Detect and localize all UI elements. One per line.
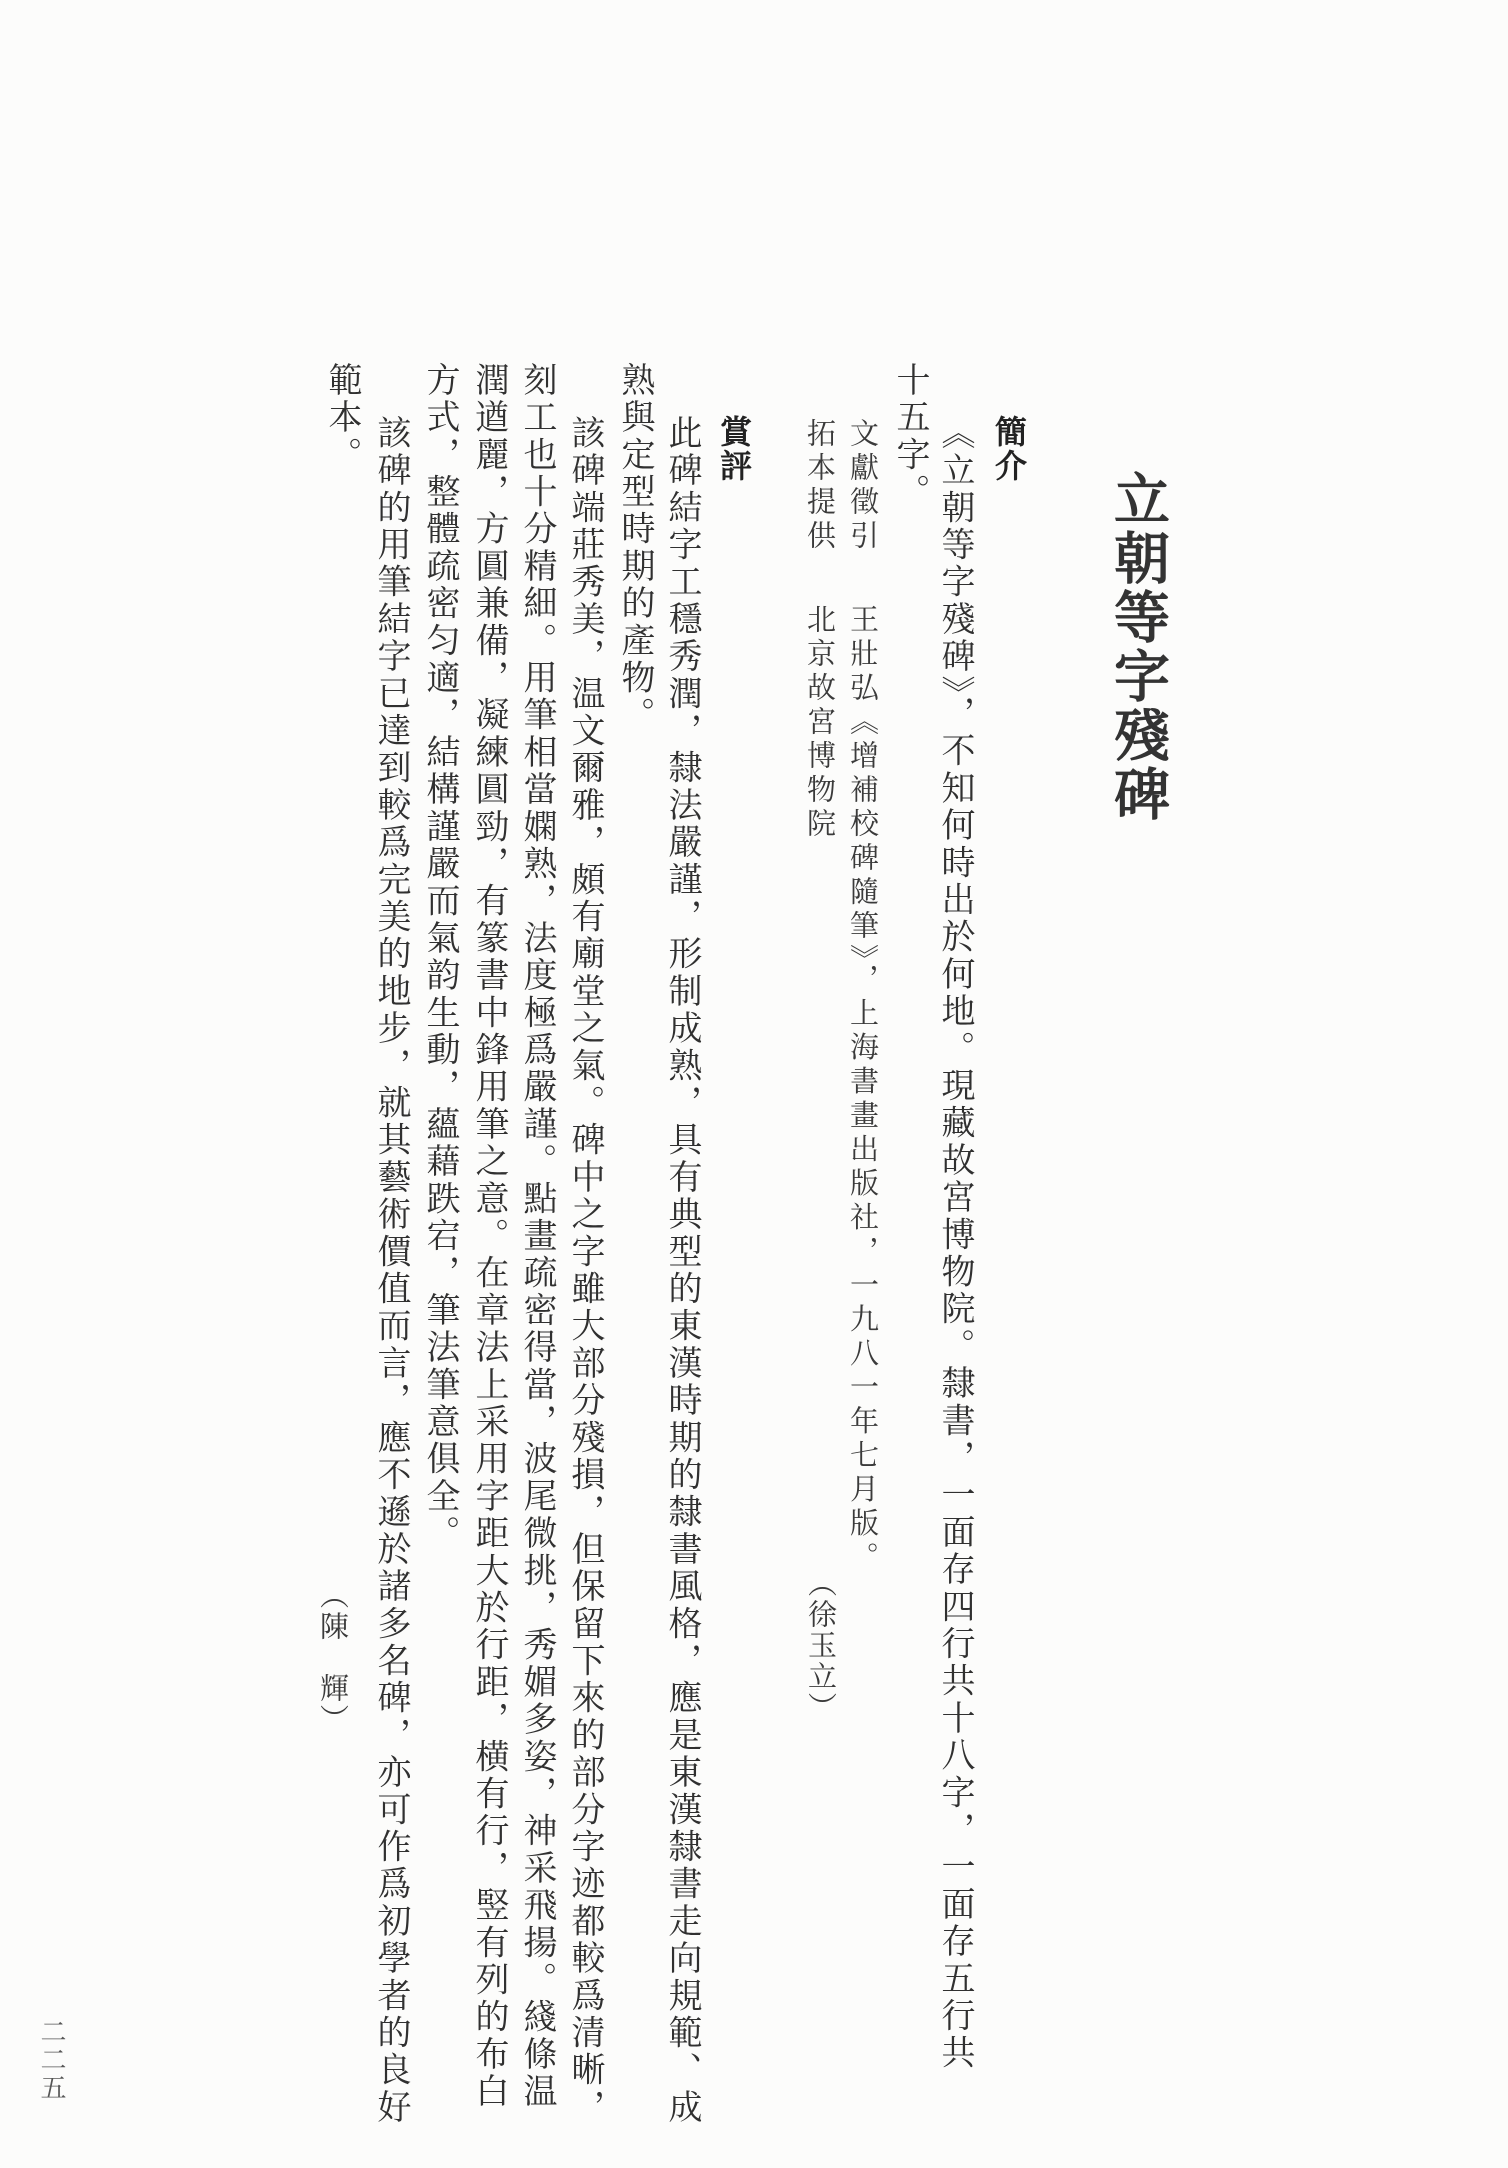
review-line-1: 此碑結字工穩秀潤，隸法嚴謹，形制成熟，具有典型的東漢時期的隸書風格，應是東漢隸書走向規範、成 xyxy=(662,415,702,2127)
reference-label: 文獻徵引 xyxy=(846,418,880,554)
page-number: 二二五 xyxy=(36,2018,66,2102)
reference-text: 王壯弘《增補校碑隨筆》，上海書畫出版社，一九八一年七月版。 xyxy=(846,604,880,1576)
review-heading: 賞評 xyxy=(715,415,753,483)
rubbing-entry xyxy=(803,418,837,842)
review-line-7: 該碑的用筆結字已達到較爲完美的地步，就其藝術價值而言，應不遜於諸多名碑，亦可作爲初學者的良好 xyxy=(371,415,411,2127)
rubbing-text: 北京故宮博物院 xyxy=(803,604,837,842)
intro-line-2: 十五字。 xyxy=(890,362,930,511)
review-line-2: 熟與定型時期的產物。 xyxy=(615,362,655,734)
review-line-8: 範本。 xyxy=(322,362,362,474)
intro-author: （徐玉立） xyxy=(804,1568,838,1723)
review-line-4: 刻工也十分精細。用筆相當嫻熟，法度極爲嚴謹。點畫疏密得當，波尾微挑，秀媚多姿，神采飛揚。綫條温 xyxy=(517,362,557,2111)
reference-entry xyxy=(846,418,880,1576)
intro-heading: 簡介 xyxy=(990,415,1028,483)
review-line-5: 潤遒麗，方圓兼備，凝練圓勁，有篆書中鋒用筆之意。在章法上采用字距大於行距，横有行，竪有列的布白 xyxy=(469,362,509,2111)
intro-line-1: 《立朝等字殘碑》，不知何時出於何地。現藏故宮博物院。隸書，一面存四行共十八字，一面存五行共 xyxy=(935,415,975,2072)
review-line-3: 該碑端莊秀美，温文爾雅，頗有廟堂之氣。碑中之字雖大部分殘損，但保留下來的部分字迹都較爲清晰， xyxy=(565,415,605,2127)
review-author: （陳 輝） xyxy=(316,1580,350,1735)
page-title: 立朝等字殘碑 xyxy=(1105,470,1171,824)
rubbing-label: 拓本提供 xyxy=(803,418,837,554)
review-line-6: 方式，整體疏密匀適，結構謹嚴而氣韵生動，蘊藉跌宕，筆法筆意俱全。 xyxy=(420,362,460,1553)
